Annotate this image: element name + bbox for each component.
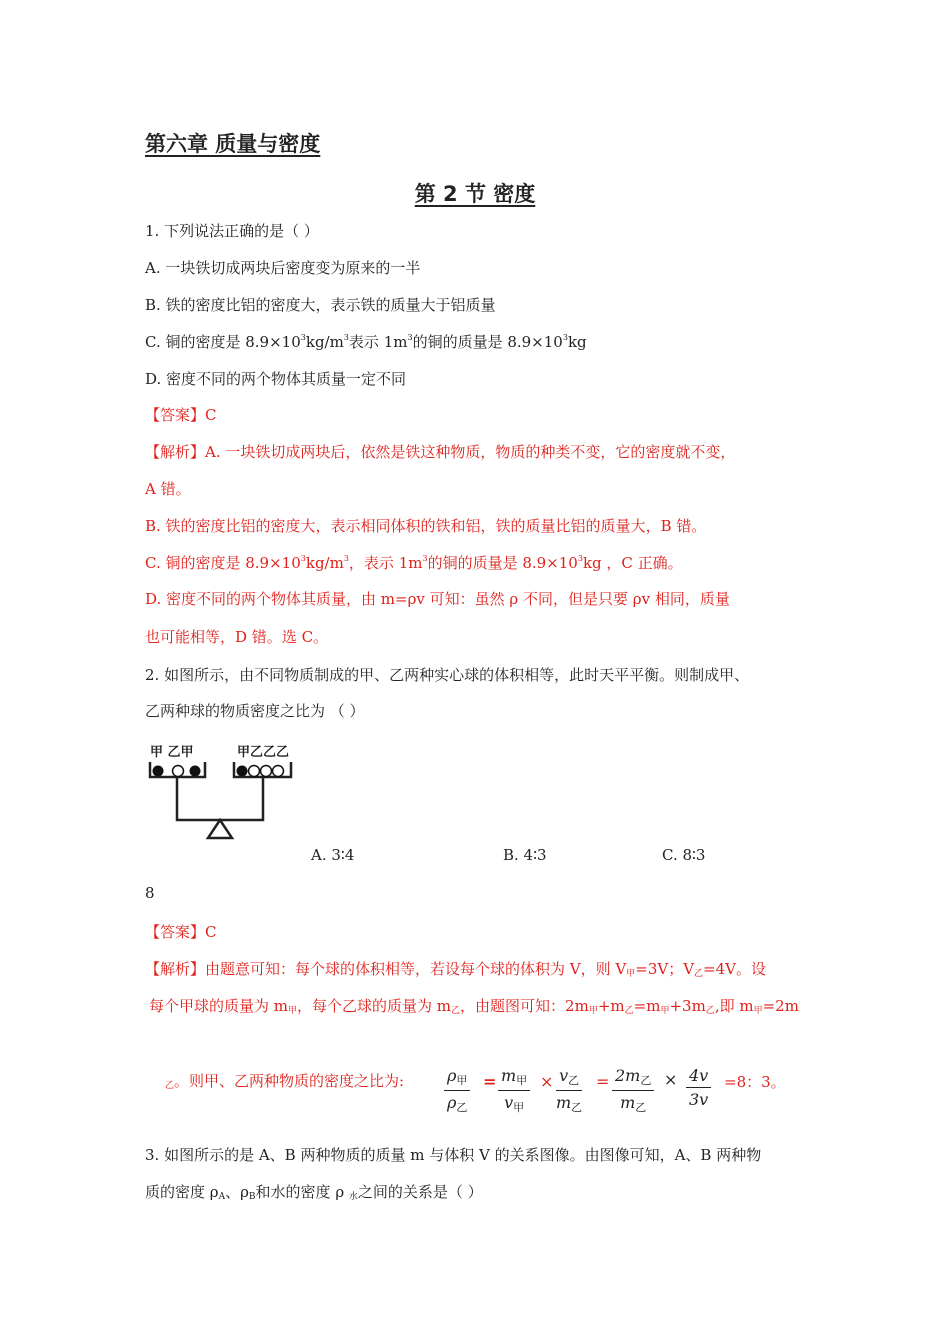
equals-sign-2: = [596, 1072, 610, 1091]
q3-stem-line-2: 质的密度 $\rho_A$、$\rho_B$和水的密度 ρ $_水$之间的关系是（ ） [145, 1183, 483, 1202]
q1-analysis-line-6: 也可能相等，D 错。选 C。 [145, 628, 329, 646]
right-ball-yi-1 [249, 766, 260, 777]
q1-answer: 【答案】C [145, 406, 217, 424]
q1-option-b: B. 铁的密度比铝的密度大，表示铁的质量大于铝质量 [145, 296, 496, 314]
q2-option-b: B. 4∶3 [503, 846, 547, 864]
left-ball-yi [173, 766, 184, 777]
q2-option-c: C. 8∶3 [662, 846, 706, 864]
times-sign-2: × [664, 1070, 678, 1089]
balance-fulcrum [208, 820, 232, 838]
q3-stem-line-1: 3. 如图所示的是 A、B 两种物质的质量 m 与体积 V 的关系图像。由图像可知，A、B 两种物 [145, 1146, 762, 1164]
q2-stem-line-2: 乙两种球的物质密度之比为 （ ） [145, 702, 365, 720]
q1-option-c: C. 铜的密度是 $8.9\times 10^3kg/m^3$表示 $1m^3$的铜的质量是 $8.9\times 10^3kg$ [145, 333, 587, 351]
equals-sign-1: = [483, 1072, 497, 1091]
q2-answer: 【答案】C [145, 923, 217, 941]
q2-option-a: A. 3∶4 [311, 846, 355, 864]
q2-stem-line-1: 2. 如图所示，由不同物质制成的甲、乙两种实心球的体积相等，此时天平平衡。则制成甲、 [145, 666, 750, 684]
fraction-mass-ratio: $2m_乙$ $m_乙$ [612, 1066, 654, 1115]
q2-option-d-tail: 8 [145, 884, 155, 902]
balance-figure [145, 742, 305, 842]
ratio-result: =8：3。 [724, 1073, 786, 1091]
q1-option-d: D. 密度不同的两个物体其质量一定不同 [145, 370, 407, 388]
balance-beam [177, 777, 263, 820]
left-ball-jia-1 [153, 766, 164, 777]
q1-analysis-line-5: D. 密度不同的两个物体其质量，由 m=ρv 可知：虽然 ρ 不同，但是只要 ρv 相同，质量 [145, 590, 730, 608]
q1-stem: 1. 下列说法正确的是（ ） [145, 222, 319, 240]
section-title: 第 2 节 密度 [414, 182, 536, 206]
fig-left-label: 甲 乙甲 [150, 745, 194, 760]
q1-analysis-line-1: 【解析】A. 一块铁切成两块后，依然是铁这种物质，物质的种类不变，它的密度就不变， [145, 443, 736, 461]
q1-analysis-line-2: A 错。 [145, 480, 191, 498]
chapter-title: 第六章 质量与密度 [145, 132, 321, 156]
q1-analysis-line-3: B. 铁的密度比铝的密度大，表示相同体积的铁和铝，铁的质量比铝的质量大，B 错。 [145, 517, 707, 535]
right-ball-jia [237, 766, 248, 777]
q1-analysis-line-4: C. 铜的密度是 $8.9\times 10^3kg/m^3$，表示 $1m^3$的铜的质量是 $8.9\times 10^3kg$ ，C 正确。 [145, 554, 683, 572]
left-ball-jia-2 [190, 766, 201, 777]
fraction-density: $\rho_甲$ $\rho_乙$ [444, 1066, 470, 1115]
fraction-mass-volume: $m_甲$ $v_甲$ [498, 1066, 530, 1115]
q1-option-a: A. 一块铁切成两块后密度变为原来的一半 [145, 259, 421, 277]
right-ball-yi-3 [273, 766, 284, 777]
q2-analysis-line-1: 【解析】由题意可知：每个球的体积相等，若设每个球的体积为 V，则 $V_甲=3V$；$V_乙=4V$。设 [145, 960, 766, 979]
times-sign-1: × [540, 1072, 554, 1091]
fig-right-label: 甲乙乙乙 [237, 745, 290, 760]
fraction-volume-ratio: $\frac{4v}{3v}$ [686, 1066, 711, 1109]
right-ball-yi-2 [261, 766, 272, 777]
q2-analysis-line-2: 每个甲球的质量为 $m_甲$，每个乙球的质量为 $m_乙$，由题图可知：$2m_甲+m_乙=m_甲+3m_乙$,即 $m_甲=2m$ [149, 997, 799, 1016]
q2-analysis-line-3: $_乙$。则甲、乙两种物质的密度之比为: [165, 1072, 405, 1091]
fraction-volume-mass: $v_乙$ $m_乙$ [556, 1066, 583, 1114]
